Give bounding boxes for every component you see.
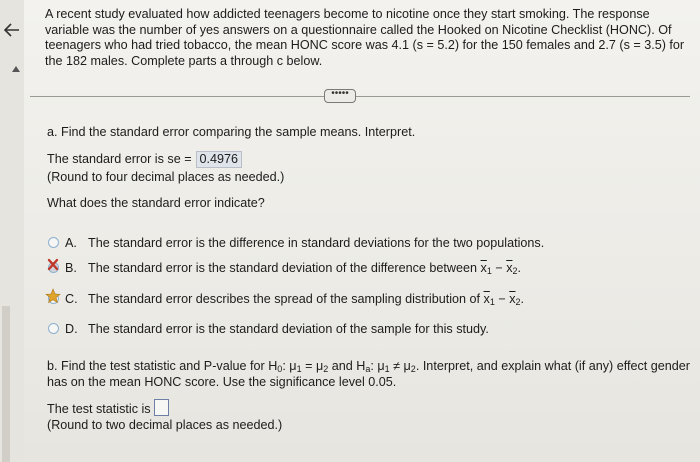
test-stat-input[interactable] (154, 399, 169, 416)
expand-button[interactable]: ••••• (324, 89, 356, 103)
option-a-letter: A. (65, 236, 77, 250)
part-a-question: a. Find the standard error comparing the sample means. Interpret. (47, 125, 416, 139)
back-arrow-icon[interactable] (2, 20, 22, 40)
scroll-up-icon[interactable] (12, 66, 20, 72)
se-line (47, 151, 242, 168)
option-a-text: The standard error is the difference in standard deviations for the two populations. (88, 236, 545, 250)
part-b-question-line1: b. Find the test statistic and P-value for $H_0$: $\mu_1 = \mu_2$ and $H_a$: $\mu_1 \ne \mu_2$. Interpret, and explain what (if any) effect gender (47, 359, 691, 374)
correct-star-icon (45, 288, 61, 304)
option-d-letter: D. (65, 322, 78, 336)
round-note-a: (Round to four decimal places as needed.) (47, 170, 285, 184)
test-stat-label: The test statistic is (47, 402, 151, 416)
se-answer-box[interactable]: 0.4976 (196, 151, 243, 168)
scrollbar-track[interactable] (2, 306, 10, 462)
radio-option-a[interactable] (48, 237, 59, 248)
option-d-text: The standard error is the standard deviation of the sample for this study. (88, 322, 489, 336)
problem-intro: A recent study evaluated how addicted teenagers become to nicotine once they start smoking. The response variable was the number of yes answers on a questionnaire called the Hooked on Nicotine Checklist (HONC). Of teenagers who had tried tobacco, the mean HONC score was 4.1 (s = 5.2) for the 150 females and 2.7 (s = 3.5) for the 182 males. Complete parts a through c below. (45, 7, 685, 68)
round-note-b: (Round to two decimal places as needed.) (47, 418, 283, 432)
wrong-x-icon (45, 257, 61, 273)
indicate-question: What does the standard error indicate? (47, 196, 265, 210)
se-prefix: The standard error is se = (47, 152, 192, 166)
option-b-letter: B. (65, 261, 77, 275)
option-c-letter: C. (65, 292, 78, 306)
part-b-question-line2: has on the mean HONC score. Use the significance level 0.05. (47, 375, 397, 389)
option-b-text: The standard error is the standard deviation of the difference between $\overline{x}_1 - \overline{x}_2$. (88, 261, 522, 276)
option-c-text: The standard error describes the spread of the sampling distribution of $\overline{x}_1 - \overline{x}_2$. (88, 292, 525, 307)
test-stat-line (47, 399, 169, 417)
radio-option-d[interactable] (48, 323, 59, 334)
section-divider (30, 96, 690, 97)
